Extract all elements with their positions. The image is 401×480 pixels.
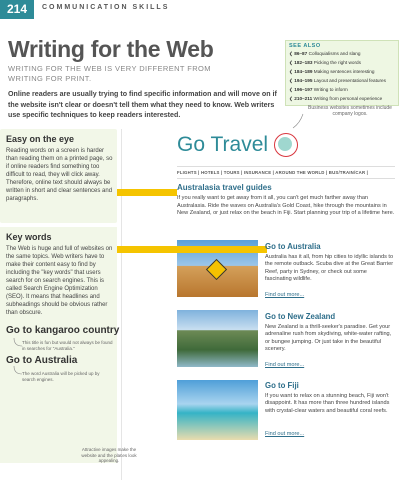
guides-text: If you really want to get away from it all, you can't get much farther away than Australasia. Ride the waves on Australia's Gold Coast, hike through the mountains in New Zealand, or just relax on the beach in Fiji. Start planning your trip of a lifetime here.	[177, 195, 395, 216]
section-title: COMMUNICATION SKILLS	[42, 4, 170, 11]
see-also-heading: SEE ALSO	[289, 43, 321, 49]
australia-note: The word Australia will be picked up by search engines.	[22, 371, 100, 382]
see-also-item[interactable]: ❮ 210–211 Writing from personal experience	[289, 96, 383, 101]
see-also-item[interactable]: ❮ 86–87 Colloquialisms and slang	[289, 51, 361, 56]
business-logo-note: Business websites sometimes include company logos.	[308, 105, 392, 117]
globe-plane-icon	[278, 137, 292, 151]
guides-heading: Australasia travel guides	[177, 183, 272, 192]
highlight-arrow	[117, 189, 177, 196]
card-text: Australia has it all, from hip cities to idyllic islands to the remote outback. Scuba dive at the Great Barrier Reef, party in Sydney, or check out some fascinating wildlife.	[265, 254, 394, 283]
highlight-arrow	[117, 246, 267, 253]
kangaroo-note: This title is fun but would not always be found in searches for "Australia."	[22, 340, 113, 351]
card-heading: Go to New Zealand	[265, 312, 336, 321]
find-out-more-link[interactable]: Find out more...	[265, 362, 305, 368]
key-words-text: The Web is huge and full of websites on the same topics. Web writers have to make their content easy to find by including the "key words" that users search for on search engines. This is called Search Engine Optimization (SEO). It means that headlines and subheadings should be obvious rather than obscure.	[6, 246, 113, 316]
easy-on-eye-text: Reading words on a screen is harder than reading them on a printed page, so if online readers find something too difficult to read, they will click away. Therefore, online text should always be written in short and clear sentences and paragraphs.	[6, 148, 113, 202]
images-note: Attractive images make the website and the places look appealing.	[81, 447, 137, 463]
card-heading: Go to Australia	[265, 242, 321, 251]
key-words-heading: Key words	[6, 232, 52, 242]
intro-text: Online readers are usually trying to find specific information and will move on if the website isn't clear or doesn't tell them what they need to know. Web writers use specific techniques to keep readers interested.	[8, 90, 277, 119]
website-mockup	[121, 129, 401, 480]
see-also-item[interactable]: ❮ 194–195 Layout and presentational features	[289, 78, 386, 83]
page-number: 214	[0, 0, 34, 19]
find-out-more-link[interactable]: Find out more...	[265, 292, 305, 298]
see-also-item[interactable]: ❮ 182–183 Picking the right words	[289, 60, 361, 65]
see-also-item[interactable]: ❮ 184–189 Making sentences interesting	[289, 69, 375, 74]
card-text: If you want to relax on a stunning beach, Fiji won't disappoint. It has more than three hundred islands with crystal-clear waters and beautiful coral reefs.	[265, 393, 390, 414]
site-logo[interactable]: Go Travel	[177, 133, 269, 156]
fiji-beach-image	[177, 380, 258, 440]
page-subtitle: WRITING FOR THE WEB IS VERY DIFFERENT FROM WRITING FOR PRINT.	[8, 64, 211, 83]
easy-on-eye-heading: Easy on the eye	[6, 134, 75, 144]
kangaroo-example-heading: Go to kangaroo country	[6, 325, 120, 336]
site-navigation[interactable]: FLIGHTS | HOTELS | TOURS | INSURANCE | AROUND THE WORLD | BUS/TRAIN/CAR |	[177, 166, 395, 179]
kangaroo-sign-icon	[206, 259, 227, 280]
card-text: New Zealand is a thrill-seeker's paradise. Get your adrenaline rush from skydiving, white-water rafting, or bungee jumping. Or just take in the beautiful scenery.	[265, 324, 392, 353]
new-zealand-image	[177, 310, 258, 367]
find-out-more-link[interactable]: Find out more...	[265, 431, 305, 437]
page-title: Writing for the Web	[8, 36, 214, 62]
australia-example-heading: Go to Australia	[6, 355, 78, 366]
card-heading: Go to Fiji	[265, 381, 299, 390]
see-also-item[interactable]: ❮ 196–197 Writing to inform	[289, 87, 348, 92]
